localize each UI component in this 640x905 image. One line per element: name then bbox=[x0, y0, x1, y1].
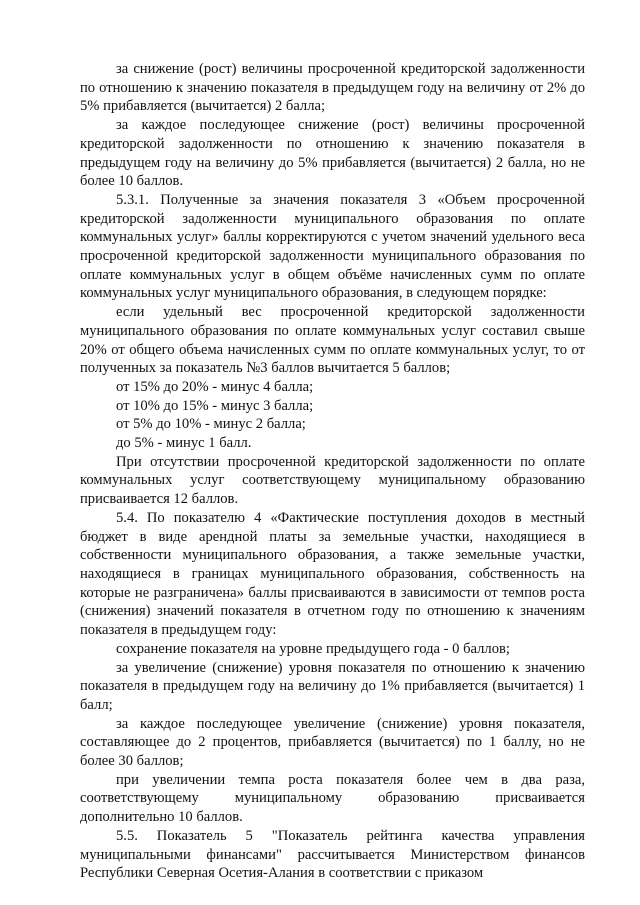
list-item-15-20: от 15% до 20% - минус 4 балла; bbox=[116, 378, 314, 395]
paragraph-share-over-20: если удельный вес просроченной кредиторской задолженности муниципального образования по оплате коммунальных услуг составил свыше 20% от общего объема начисленных сумм по оплате коммунальных услуг, то от полученных за показатель №3 баллов вычитается 5 баллов; bbox=[80, 304, 585, 377]
paragraph-increase-1: за увеличение (снижение) уровня показателя по отношению к значению показателя в предыдущем году на величину до 1% прибавляется (вычитается) 1 балл; bbox=[80, 659, 585, 713]
list-item-under-5: до 5% - минус 1 балл. bbox=[116, 435, 252, 452]
paragraph-each-next-increase: за каждое последующее увеличение (снижение) уровня показателя, составляющее до 2 процентов, прибавляется (вычитается) по 1 баллу, но не более 30 баллов; bbox=[80, 715, 585, 770]
paragraph-5-4: 5.4. По показателю 4 «Фактические поступления доходов в местный бюджет в виде арендной платы за земельные участки, находящиеся в собственности муниципального образования, а также земельные участки, находящиеся в границах муниципального образования, собственность на которые не разграничена» баллы присваиваются в зависимости от темпов роста (снижения) значений показателя в отчетном году по отношению к значениям показателя в предыдущем году: bbox=[80, 509, 585, 639]
paragraph-no-debt: При отсутствии просроченной кредиторской задолженности по оплате коммунальных услуг соответствующему муниципальному образованию присваивается 12 баллов. bbox=[80, 453, 585, 508]
paragraph-each-next-decrease: за каждое последующее снижение (рост) величины просроченной кредиторской задолженности по отношению к значению показателя в предыдущем году на величину до 5% прибавляется (вычитается) 2 балла, но не более 10 баллов. bbox=[80, 117, 585, 190]
paragraph-decrease-2-5: за снижение (рост) величины просроченной кредиторской задолженности по отношению к значению показателя в предыдущем году на величину от 2% до 5% прибавляется (вычитается) 2 балла; bbox=[80, 61, 585, 115]
paragraph-double-growth: при увеличении темпа роста показателя более чем в два раза, соответствующему муниципальному образованию присваивается дополнительно 10 баллов. bbox=[80, 771, 585, 826]
paragraph-5-3-1: 5.3.1. Полученные за значения показателя 3 «Объем просроченной кредиторской задолженности муниципального образования по оплате коммунальных услуг» баллы корректируются с учетом значений удельного веса просроченной кредиторской задолженности муниципального образования по оплате коммунальных услуг в общем объёме начисленных сумм по оплате коммунальных услуг муниципального образования, в следующем порядке: bbox=[80, 191, 585, 302]
paragraph-5-5: 5.5. Показатель 5 "Показатель рейтинга качества управления муниципальными финансами" рассчитывается Министерством финансов Республики Северная Осетия-Алания в соответствии с приказом bbox=[80, 827, 585, 882]
list-item-10-15: от 10% до 15% - минус 3 балла; bbox=[116, 397, 314, 414]
paragraph-same-level: сохранение показателя на уровне предыдущего года - 0 баллов; bbox=[116, 640, 510, 657]
list-item-5-10: от 5% до 10% - минус 2 балла; bbox=[116, 416, 306, 433]
document-page bbox=[80, 60, 585, 883]
